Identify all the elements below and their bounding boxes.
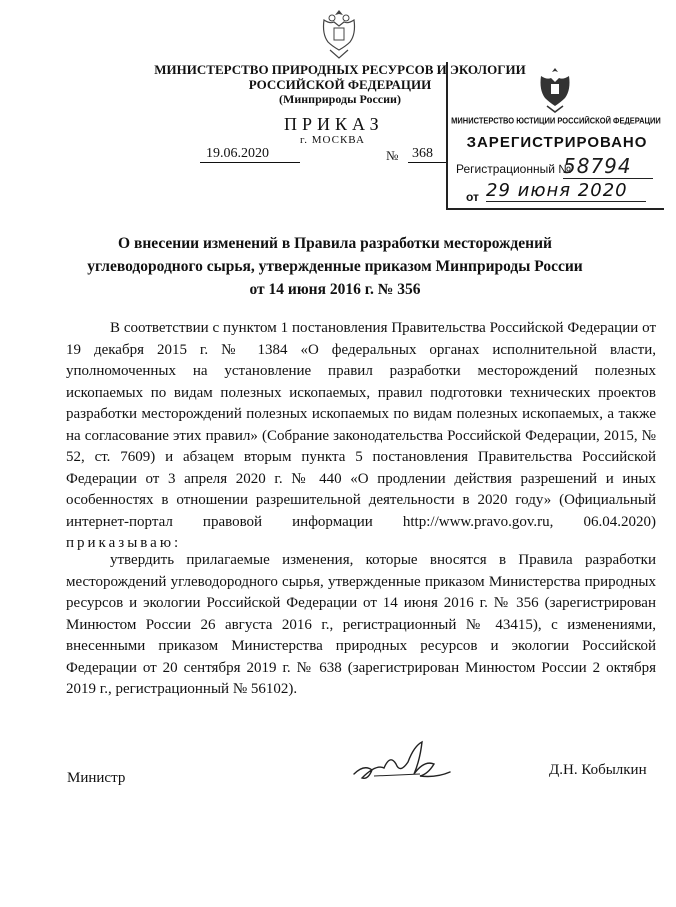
stamp-date-label: от bbox=[466, 190, 479, 204]
stamp-registered: ЗАРЕГИСТРИРОВАНО bbox=[466, 134, 648, 151]
stamp-registration-number: 58794 bbox=[563, 154, 653, 179]
document-date: 19.06.2020 bbox=[200, 146, 300, 163]
signatory-position: Министр bbox=[67, 770, 126, 786]
ministry-short-name: (Минприроды России) bbox=[279, 92, 401, 106]
document-type: ПРИКАЗ bbox=[284, 114, 384, 134]
document-number: 368 bbox=[408, 146, 446, 163]
stamp-ministry: МИНИСТЕРСТВО ЮСТИЦИИ РОССИЙСКОЙ ФЕДЕРАЦИИ bbox=[451, 115, 661, 126]
coat-of-arms-icon bbox=[316, 6, 362, 62]
preamble-text: В соответствии с пунктом 1 постановления Правительства Российской Федерации от 19 декабря 2015 г. № 1384 «О федеральных органах исполнительной власти, уполномоченных на установление правил разработки месторождений полезных ископаемых по видам полезных ископаемых, правил подготовки технических проектов разработки месторождений полезных ископаемых по видам полезных ископаемых, а также на согласование этих правил» (Собрание законодательства Российской Федерации, 2015, № 52, ст. 7609) и абзацем вторым пункта 5 постановления Правительства Российской Федерации от 3 апреля 2020 г. № 440 «О продлении действия разрешений и иных особенностях в отношении разрешительной деятельности в 2020 году» (Официальный интернет-портал правовой информации http://www.pravo.gov.ru, 06.04.2020) bbox=[66, 320, 656, 530]
signatory-name: Д.Н. Кобылкин bbox=[549, 762, 647, 778]
document-city: г. МОСКВА bbox=[300, 134, 365, 146]
ministry-line-1: МИНИСТЕРСТВО ПРИРОДНЫХ РЕСУРСОВ И ЭКОЛОГИИ bbox=[154, 62, 526, 77]
preamble-paragraph bbox=[66, 318, 656, 555]
stamp-date: 29 июня 2020 bbox=[486, 180, 646, 202]
order-title-line-1: О внесении изменений в Правила разработки месторождений bbox=[118, 235, 552, 252]
order-word: приказываю: bbox=[66, 535, 182, 551]
stamp-registration-label: Регистрационный № bbox=[456, 162, 572, 176]
document-number-label: № bbox=[386, 148, 399, 163]
handwritten-signature-icon bbox=[350, 734, 460, 794]
ministry-line-2: РОССИЙСКОЙ ФЕДЕРАЦИИ bbox=[248, 77, 432, 92]
stamp-coat-of-arms-icon bbox=[534, 66, 576, 114]
order-title-line-2: углеводородного сырья, утвержденные приказом Минприроды России bbox=[87, 258, 583, 275]
order-paragraph: утвердить прилагаемые изменения, которые вносятся в Правила разработки месторождений углеводородного сырья, утвержденные приказом Министерства природных ресурсов и экологии Российской Федерации от 14 июня 2016 г. № 356 (зарегистрирован Минюстом России 26 августа 2016 г., регистрационный № 43415), с изменениями, внесенными приказом Министерства природных ресурсов и экологии Российской Федерации от 20 сентября 2019 г. № 638 (зарегистрирован Минюстом России 2 октября 2019 г., регистрационный № 56102). bbox=[66, 552, 656, 697]
order-title bbox=[80, 232, 590, 301]
order-title-line-3: от 14 июня 2016 г. № 356 bbox=[249, 281, 421, 298]
